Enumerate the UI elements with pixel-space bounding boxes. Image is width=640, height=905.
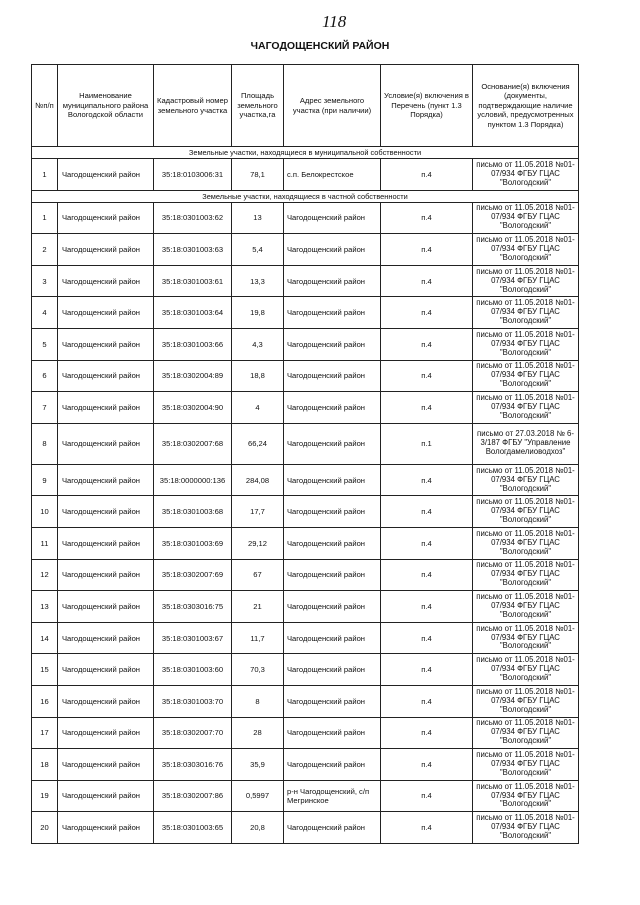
cell-address: Чагодощенский район bbox=[284, 265, 381, 297]
cell-address: Чагодощенский район bbox=[284, 812, 381, 844]
cell-area: 11,7 bbox=[232, 622, 284, 654]
cell-basis: письмо от 11.05.2018 №01-07/934 ФГБУ ГЦАС "Вологодский" bbox=[473, 591, 579, 623]
col-header-basis: Основание(я) включения (документы, подтверждающие наличие условий, предусмотренных пунктом 1.3 Порядка) bbox=[473, 65, 579, 147]
cell-number: 6 bbox=[32, 360, 58, 392]
cell-number: 16 bbox=[32, 685, 58, 717]
cell-district: Чагодощенский район bbox=[58, 496, 154, 528]
cell-area: 70,3 bbox=[232, 654, 284, 686]
cell-condition: п.4 bbox=[381, 234, 473, 266]
page-number: 118 bbox=[322, 12, 347, 31]
col-header-number: №п/п bbox=[32, 65, 58, 147]
table-row bbox=[32, 234, 579, 266]
cell-area: 29,12 bbox=[232, 527, 284, 559]
cell-condition: п.4 bbox=[381, 749, 473, 781]
cell-area: 4,3 bbox=[232, 328, 284, 360]
cell-cadastral: 35:18:0302004:90 bbox=[154, 392, 232, 424]
col-header-district: Наименование муниципального района Вологодской области bbox=[58, 65, 154, 147]
cell-basis: письмо от 11.05.2018 №01-07/934 ФГБУ ГЦАС "Вологодский" bbox=[473, 812, 579, 844]
cell-condition: п.4 bbox=[381, 328, 473, 360]
cell-area: 8 bbox=[232, 685, 284, 717]
cell-number: 3 bbox=[32, 265, 58, 297]
cell-number: 8 bbox=[32, 423, 58, 464]
cell-condition: п.4 bbox=[381, 527, 473, 559]
cell-basis: письмо от 11.05.2018 №01-07/934 ФГБУ ГЦАС "Вологодский" bbox=[473, 749, 579, 781]
cell-number: 18 bbox=[32, 749, 58, 781]
cell-condition: п.4 bbox=[381, 622, 473, 654]
cell-basis: письмо от 11.05.2018 №01-07/934 ФГБУ ГЦАС "Вологодский" bbox=[473, 622, 579, 654]
cell-basis: письмо от 27.03.2018 № 6-3/187 ФГБУ "Управление Вологдамелиоводхоз" bbox=[473, 423, 579, 464]
cell-cadastral: 35:18:0301003:61 bbox=[154, 265, 232, 297]
cell-basis: письмо от 11.05.2018 №01-07/934 ФГБУ ГЦАС "Вологодский" bbox=[473, 654, 579, 686]
cell-district: Чагодощенский район bbox=[58, 812, 154, 844]
cell-number: 10 bbox=[32, 496, 58, 528]
cell-cadastral: 35:18:0303016:75 bbox=[154, 591, 232, 623]
table-row bbox=[32, 685, 579, 717]
col-header-condition: Условие(я) включения в Перечень (пункт 1.3 Порядка) bbox=[381, 65, 473, 147]
cell-area: 13 bbox=[232, 202, 284, 234]
cell-condition: п.4 bbox=[381, 812, 473, 844]
cell-basis: письмо от 11.05.2018 №01-07/934 ФГБУ ГЦАС "Вологодский" bbox=[473, 527, 579, 559]
cell-district: Чагодощенский район bbox=[58, 202, 154, 234]
cell-district: Чагодощенский район bbox=[58, 717, 154, 749]
cell-number: 9 bbox=[32, 464, 58, 496]
cell-area: 0,5997 bbox=[232, 780, 284, 812]
cell-basis: письмо от 11.05.2018 №01-07/934 ФГБУ ГЦАС "Вологодский" bbox=[473, 202, 579, 234]
cell-address: р-н Чагодощенский, с/п Мегринское bbox=[284, 780, 381, 812]
cell-area: 67 bbox=[232, 559, 284, 591]
cell-number: 5 bbox=[32, 328, 58, 360]
cell-district: Чагодощенский район bbox=[58, 559, 154, 591]
table-row bbox=[32, 360, 579, 392]
cell-address: Чагодощенский район bbox=[284, 559, 381, 591]
cell-address: Чагодощенский район bbox=[284, 297, 381, 329]
cell-basis: письмо от 11.05.2018 №01-07/934 ФГБУ ГЦАС "Вологодский" bbox=[473, 328, 579, 360]
cell-condition: п.4 bbox=[381, 464, 473, 496]
cell-condition: п.4 bbox=[381, 591, 473, 623]
table-row bbox=[32, 423, 579, 464]
cell-area: 13,3 bbox=[232, 265, 284, 297]
cell-area: 66,24 bbox=[232, 423, 284, 464]
cell-condition: п.4 bbox=[381, 265, 473, 297]
col-header-address: Адрес земельного участка (при наличии) bbox=[284, 65, 381, 147]
cell-basis: письмо от 11.05.2018 №01-07/934 ФГБУ ГЦАС "Вологодский" bbox=[473, 265, 579, 297]
section-row-private bbox=[32, 190, 579, 202]
land-plots-table bbox=[31, 64, 579, 844]
cell-address: с.п. Белокрестское bbox=[284, 159, 381, 191]
cell-number: 1 bbox=[32, 202, 58, 234]
table-row bbox=[32, 265, 579, 297]
table-row bbox=[32, 812, 579, 844]
cell-address: Чагодощенский район bbox=[284, 717, 381, 749]
col-header-area: Площадь земельного участка,га bbox=[232, 65, 284, 147]
cell-condition: п.4 bbox=[381, 685, 473, 717]
cell-basis: письмо от 11.05.2018 №01-07/934 ФГБУ ГЦАС "Вологодский" bbox=[473, 360, 579, 392]
cell-basis: письмо от 11.05.2018 №01-07/934 ФГБУ ГЦАС "Вологодский" bbox=[473, 559, 579, 591]
cell-address: Чагодощенский район bbox=[284, 654, 381, 686]
cell-area: 5,4 bbox=[232, 234, 284, 266]
cell-basis: письмо от 11.05.2018 №01-07/934 ФГБУ ГЦАС "Вологодский" bbox=[473, 496, 579, 528]
cell-district: Чагодощенский район bbox=[58, 328, 154, 360]
table-body bbox=[32, 147, 579, 844]
cell-cadastral: 35:18:0303016:76 bbox=[154, 749, 232, 781]
cell-district: Чагодощенский район bbox=[58, 749, 154, 781]
table-row bbox=[32, 496, 579, 528]
cell-district: Чагодощенский район bbox=[58, 622, 154, 654]
cell-number: 20 bbox=[32, 812, 58, 844]
section-label: Земельные участки, находящиеся в муниципальной собственности bbox=[32, 147, 579, 159]
cell-cadastral: 35:18:0301003:60 bbox=[154, 654, 232, 686]
cell-number: 15 bbox=[32, 654, 58, 686]
cell-cadastral: 35:18:0302007:69 bbox=[154, 559, 232, 591]
cell-district: Чагодощенский район bbox=[58, 423, 154, 464]
cell-number: 19 bbox=[32, 780, 58, 812]
table-row bbox=[32, 392, 579, 424]
cell-address: Чагодощенский район bbox=[284, 464, 381, 496]
table-row bbox=[32, 297, 579, 329]
cell-number: 4 bbox=[32, 297, 58, 329]
cell-condition: п.4 bbox=[381, 392, 473, 424]
cell-condition: п.4 bbox=[381, 159, 473, 191]
cell-district: Чагодощенский район bbox=[58, 527, 154, 559]
cell-number: 7 bbox=[32, 392, 58, 424]
cell-area: 35,9 bbox=[232, 749, 284, 781]
cell-address: Чагодощенский район bbox=[284, 591, 381, 623]
cell-cadastral: 35:18:0302007:68 bbox=[154, 423, 232, 464]
cell-area: 18,8 bbox=[232, 360, 284, 392]
cell-address: Чагодощенский район bbox=[284, 392, 381, 424]
cell-address: Чагодощенский район bbox=[284, 622, 381, 654]
cell-cadastral: 35:18:0301003:68 bbox=[154, 496, 232, 528]
cell-address: Чагодощенский район bbox=[284, 685, 381, 717]
cell-district: Чагодощенский район bbox=[58, 685, 154, 717]
table-row bbox=[32, 654, 579, 686]
cell-basis: письмо от 11.05.2018 №01-07/934 ФГБУ ГЦАС "Вологодский" bbox=[473, 234, 579, 266]
cell-district: Чагодощенский район bbox=[58, 591, 154, 623]
cell-number: 17 bbox=[32, 717, 58, 749]
cell-address: Чагодощенский район bbox=[284, 749, 381, 781]
table-row bbox=[32, 328, 579, 360]
cell-number: 11 bbox=[32, 527, 58, 559]
cell-district: Чагодощенский район bbox=[58, 159, 154, 191]
cell-cadastral: 35:18:0301003:69 bbox=[154, 527, 232, 559]
cell-basis: письмо от 11.05.2018 №01-07/934 ФГБУ ГЦАС "Вологодский" bbox=[473, 780, 579, 812]
page-title: ЧАГОДОЩЕНСКИЙ РАЙОН bbox=[250, 40, 390, 52]
table-header-row bbox=[32, 65, 579, 147]
cell-district: Чагодощенский район bbox=[58, 654, 154, 686]
table-row bbox=[32, 527, 579, 559]
table-row bbox=[32, 559, 579, 591]
cell-cadastral: 35:18:0301003:64 bbox=[154, 297, 232, 329]
cell-address: Чагодощенский район bbox=[284, 423, 381, 464]
cell-cadastral: 35:18:0301003:63 bbox=[154, 234, 232, 266]
cell-cadastral: 35:18:0302007:86 bbox=[154, 780, 232, 812]
cell-district: Чагодощенский район bbox=[58, 392, 154, 424]
table-row bbox=[32, 780, 579, 812]
cell-number: 13 bbox=[32, 591, 58, 623]
cell-address: Чагодощенский район bbox=[284, 202, 381, 234]
cell-number: 14 bbox=[32, 622, 58, 654]
section-label: Земельные участки, находящиеся в частной собственности bbox=[32, 190, 579, 202]
cell-address: Чагодощенский район bbox=[284, 360, 381, 392]
cell-condition: п.4 bbox=[381, 717, 473, 749]
cell-basis: письмо от 11.05.2018 №01-07/934 ФГБУ ГЦАС "Вологодский" bbox=[473, 297, 579, 329]
cell-number: 2 bbox=[32, 234, 58, 266]
cell-address: Чагодощенский район bbox=[284, 496, 381, 528]
table-row bbox=[32, 159, 579, 191]
cell-condition: п.4 bbox=[381, 654, 473, 686]
cell-cadastral: 35:18:0301003:67 bbox=[154, 622, 232, 654]
table-row bbox=[32, 591, 579, 623]
cell-condition: п.4 bbox=[381, 360, 473, 392]
cell-district: Чагодощенский район bbox=[58, 780, 154, 812]
table-row bbox=[32, 749, 579, 781]
table-row bbox=[32, 622, 579, 654]
cell-area: 19,8 bbox=[232, 297, 284, 329]
cell-cadastral: 35:18:0302007:70 bbox=[154, 717, 232, 749]
cell-cadastral: 35:18:0301003:70 bbox=[154, 685, 232, 717]
cell-condition: п.4 bbox=[381, 559, 473, 591]
cell-district: Чагодощенский район bbox=[58, 297, 154, 329]
cell-area: 20,8 bbox=[232, 812, 284, 844]
cell-condition: п.1 bbox=[381, 423, 473, 464]
cell-district: Чагодощенский район bbox=[58, 234, 154, 266]
cell-district: Чагодощенский район bbox=[58, 360, 154, 392]
cell-area: 4 bbox=[232, 392, 284, 424]
cell-basis: письмо от 11.05.2018 №01-07/934 ФГБУ ГЦАС "Вологодский" bbox=[473, 717, 579, 749]
cell-cadastral: 35:18:0301003:65 bbox=[154, 812, 232, 844]
cell-area: 21 bbox=[232, 591, 284, 623]
cell-basis: письмо от 11.05.2018 №01-07/934 ФГБУ ГЦАС "Вологодский" bbox=[473, 685, 579, 717]
cell-condition: п.4 bbox=[381, 780, 473, 812]
section-row-municipal bbox=[32, 147, 579, 159]
cell-number: 12 bbox=[32, 559, 58, 591]
cell-basis: письмо от 11.05.2018 №01-07/934 ФГБУ ГЦАС "Вологодский" bbox=[473, 159, 579, 191]
cell-cadastral: 35:18:0103006:31 bbox=[154, 159, 232, 191]
cell-cadastral: 35:18:0301003:62 bbox=[154, 202, 232, 234]
cell-address: Чагодощенский район bbox=[284, 234, 381, 266]
col-header-cadastral: Кадастровый номер земельного участка bbox=[154, 65, 232, 147]
table-row bbox=[32, 464, 579, 496]
cell-address: Чагодощенский район bbox=[284, 527, 381, 559]
cell-area: 78,1 bbox=[232, 159, 284, 191]
cell-district: Чагодощенский район bbox=[58, 464, 154, 496]
cell-cadastral: 35:18:0301003:66 bbox=[154, 328, 232, 360]
table-row bbox=[32, 717, 579, 749]
cell-condition: п.4 bbox=[381, 496, 473, 528]
cell-area: 284,08 bbox=[232, 464, 284, 496]
cell-district: Чагодощенский район bbox=[58, 265, 154, 297]
cell-area: 17,7 bbox=[232, 496, 284, 528]
cell-number: 1 bbox=[32, 159, 58, 191]
cell-cadastral: 35:18:0000000:136 bbox=[154, 464, 232, 496]
cell-basis: письмо от 11.05.2018 №01-07/934 ФГБУ ГЦАС "Вологодский" bbox=[473, 464, 579, 496]
table-row bbox=[32, 202, 579, 234]
cell-cadastral: 35:18:0302004:89 bbox=[154, 360, 232, 392]
cell-condition: п.4 bbox=[381, 297, 473, 329]
cell-area: 28 bbox=[232, 717, 284, 749]
cell-basis: письмо от 11.05.2018 №01-07/934 ФГБУ ГЦАС "Вологодский" bbox=[473, 392, 579, 424]
cell-condition: п.4 bbox=[381, 202, 473, 234]
cell-address: Чагодощенский район bbox=[284, 328, 381, 360]
